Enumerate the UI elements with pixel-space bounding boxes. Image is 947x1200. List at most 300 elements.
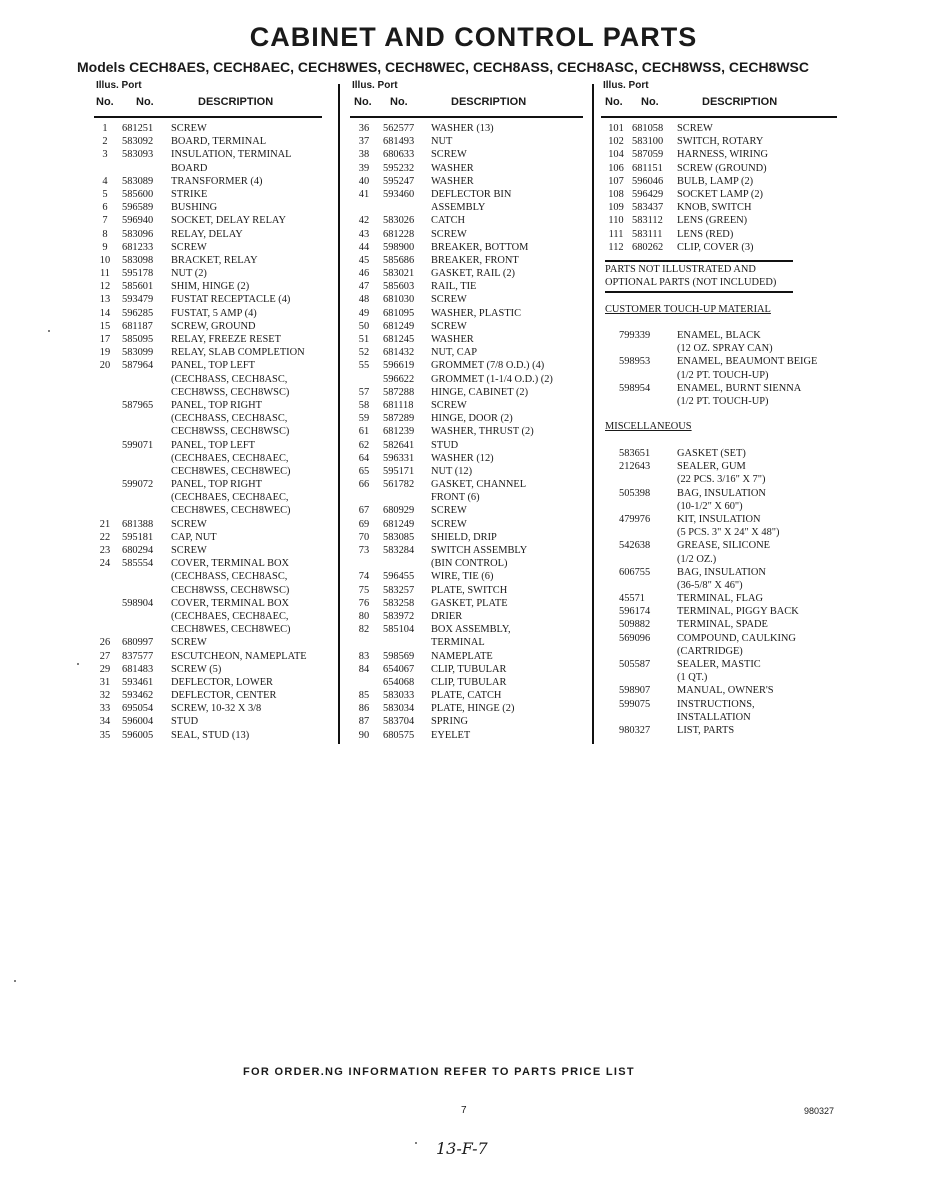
part-description: STUD <box>431 439 459 451</box>
illus-number: 35 <box>99 729 111 741</box>
document-code: 980327 <box>804 1106 835 1116</box>
page-title: CABINET AND CONTROL PARTS <box>249 22 698 52</box>
part-description: INSTALLATION <box>677 711 751 723</box>
parts-column-1 <box>94 80 322 742</box>
part-number: 583096 <box>122 228 154 240</box>
part-number: 505587 <box>619 659 651 670</box>
parts-row <box>601 658 837 671</box>
parts-row <box>350 359 583 372</box>
parts-row <box>601 228 837 241</box>
illus-number: 3 <box>102 149 108 161</box>
part-number: 654067 <box>383 663 415 675</box>
part-number: 695054 <box>122 703 154 715</box>
parts-row <box>350 425 583 438</box>
part-number: 587965 <box>122 399 154 411</box>
part-number: 596005 <box>122 729 154 741</box>
parts-row <box>350 491 583 504</box>
illus-number: 17 <box>99 334 111 345</box>
parts-row <box>350 584 583 597</box>
parts-row <box>350 162 583 175</box>
illus-number: 42 <box>358 215 370 227</box>
parts-row <box>601 684 837 697</box>
part-number: 680262 <box>632 241 664 253</box>
part-description: WASHER <box>431 175 474 187</box>
illus-number: 65 <box>358 465 370 477</box>
part-description: HINGE, DOOR (2) <box>431 413 513 425</box>
part-number: 583021 <box>383 268 415 280</box>
part-number: 598954 <box>619 382 651 394</box>
part-number: 680294 <box>122 545 154 556</box>
illus-number: 5 <box>102 188 108 200</box>
part-description: CAP, NUT <box>171 531 217 543</box>
parts-row <box>94 636 322 649</box>
parts-row <box>601 698 837 711</box>
part-description: RAIL, TIE <box>431 281 477 293</box>
section-divider <box>605 260 793 262</box>
part-description: NUT <box>431 136 453 148</box>
parts-row <box>94 254 322 267</box>
parts-row <box>350 122 583 135</box>
part-number: 596046 <box>632 175 664 187</box>
part-number: 542638 <box>619 540 651 552</box>
part-number: 595178 <box>122 268 154 280</box>
part-number: 596004 <box>122 716 154 728</box>
part-number: 583034 <box>383 703 415 715</box>
parts-row <box>94 676 322 689</box>
part-number: 799339 <box>619 330 651 341</box>
part-number: 583100 <box>632 136 664 148</box>
parts-row <box>601 395 837 408</box>
part-description: SCREW <box>431 518 467 530</box>
illus-port-label: Illus. Port <box>352 80 398 91</box>
part-number: 583098 <box>122 254 154 266</box>
part-description: PLATE, CATCH <box>431 690 502 702</box>
part-number: 583284 <box>383 545 415 556</box>
illus-number: 76 <box>358 597 370 609</box>
illus-number: 109 <box>608 202 624 214</box>
scan-speck <box>48 330 50 332</box>
parts-row <box>601 539 837 552</box>
parts-row <box>350 504 583 517</box>
parts-row <box>601 724 837 737</box>
part-description: WIRE, TIE (6) <box>431 571 494 583</box>
illus-number: 47 <box>358 281 370 293</box>
parts-row <box>350 320 583 333</box>
illus-number: 59 <box>358 413 370 425</box>
part-number: 596940 <box>122 215 154 227</box>
parts-row <box>601 447 837 460</box>
parts-row <box>350 228 583 241</box>
parts-row <box>601 671 837 684</box>
part-number: 596174 <box>619 606 651 618</box>
part-description: SCREW, 10-32 X 3/8 <box>171 703 262 715</box>
part-description: INSULATION, TERMINAL <box>171 149 292 161</box>
part-description: SCREW <box>171 123 207 134</box>
parts-row <box>94 333 322 346</box>
illus-number: 33 <box>99 703 111 715</box>
part-number: 583437 <box>632 202 664 214</box>
illus-number: 75 <box>358 584 370 596</box>
misc-heading: MISCELLANEOUS <box>605 421 692 432</box>
parts-row <box>601 605 837 618</box>
parts-row <box>350 531 583 544</box>
part-description: SEALER, MASTIC <box>677 659 761 670</box>
part-description: WASHER, THRUST (2) <box>431 426 534 438</box>
illus-number: 29 <box>99 663 111 675</box>
parts-row <box>350 610 583 623</box>
illus-number: 23 <box>99 545 111 556</box>
part-number: 593461 <box>122 676 154 688</box>
part-description: SCREW <box>171 518 207 530</box>
scan-speck <box>77 663 79 665</box>
illus-number: 106 <box>608 162 624 174</box>
parts-row <box>350 465 583 478</box>
illus-number: 37 <box>358 136 370 148</box>
illus-number: 52 <box>358 347 370 359</box>
parts-row <box>94 478 322 491</box>
part-number: 595171 <box>383 465 415 477</box>
illus-number: 12 <box>99 281 111 293</box>
illus-number: 13 <box>99 294 111 306</box>
part-description: RELAY, SLAB COMPLETION <box>171 347 305 359</box>
parts-row <box>94 570 322 583</box>
illus-number: 15 <box>99 320 111 332</box>
illus-number: 21 <box>99 518 111 530</box>
illus-number: 102 <box>608 136 624 148</box>
part-number: 837577 <box>122 650 154 662</box>
parts-row <box>350 214 583 227</box>
parts-row <box>601 460 837 473</box>
part-description: (1/2 OZ.) <box>677 553 717 565</box>
part-number: 681095 <box>383 307 415 319</box>
part-description: CECH8WSS, CECH8WSC) <box>171 426 290 438</box>
parts-row <box>94 610 322 623</box>
part-description: PANEL, TOP LEFT <box>171 439 256 451</box>
part-number: 596331 <box>383 452 415 464</box>
part-number: 587059 <box>632 149 664 161</box>
parts-row <box>94 359 322 372</box>
column-header <box>350 80 583 118</box>
illus-number: 41 <box>358 188 370 200</box>
illus-number: 101 <box>608 123 624 134</box>
illus-number: 6 <box>102 202 108 214</box>
part-description: TRANSFORMER (4) <box>171 175 263 187</box>
part-number: 585104 <box>383 624 415 636</box>
part-description: SCREW <box>431 149 467 161</box>
part-number: 596619 <box>383 360 415 372</box>
part-no-label: No. <box>641 96 659 108</box>
parts-row <box>350 386 583 399</box>
illus-number: 69 <box>358 518 370 530</box>
illus-no-label: No. <box>96 96 114 108</box>
illus-number: 4 <box>102 175 108 187</box>
illus-number: 82 <box>358 624 370 636</box>
parts-row <box>94 135 322 148</box>
part-description: ASSEMBLY <box>431 202 486 214</box>
part-number: 585601 <box>122 281 154 293</box>
part-description: CECH8WSS, CECH8WSC) <box>171 386 290 398</box>
parts-row <box>350 597 583 610</box>
part-description: (1/2 PT. TOUCH-UP) <box>677 369 769 381</box>
part-number: 595247 <box>383 175 415 187</box>
part-number: 598900 <box>383 241 415 253</box>
part-description: (CECH8AES, CECH8AEC, <box>171 492 289 504</box>
part-number: 561782 <box>383 479 415 491</box>
illus-number: 11 <box>99 268 110 280</box>
parts-row <box>601 526 837 539</box>
part-description: HARNESS, WIRING <box>677 149 769 161</box>
parts-row <box>601 122 837 135</box>
parts-row <box>350 557 583 570</box>
illus-number: 27 <box>99 650 111 662</box>
not-illustrated-line-1: PARTS NOT ILLUSTRATED AND <box>605 264 756 275</box>
parts-column-2 <box>350 80 583 742</box>
part-number: 593462 <box>122 690 154 702</box>
scan-speck <box>14 980 16 982</box>
illus-number: 50 <box>358 320 370 332</box>
illus-number: 104 <box>608 149 624 161</box>
parts-row <box>94 584 322 597</box>
illus-number: 48 <box>358 294 370 306</box>
part-description: WASHER <box>431 334 474 345</box>
part-description: HINGE, CABINET (2) <box>431 386 529 398</box>
part-number: 583111 <box>632 228 663 240</box>
part-description: SCREW <box>171 545 207 556</box>
illus-number: 84 <box>358 663 370 675</box>
parts-row <box>350 373 583 386</box>
illus-number: 58 <box>358 399 370 411</box>
touch-up-list <box>601 329 837 408</box>
part-description: (36-5/8" X 46") <box>677 579 743 591</box>
misc-list <box>601 447 837 737</box>
illus-number: 80 <box>358 610 370 622</box>
parts-row <box>94 373 322 386</box>
illus-number: 90 <box>358 729 370 741</box>
part-number: 583033 <box>383 690 415 702</box>
part-number: 583093 <box>122 149 154 161</box>
part-description: (CECH8ASS, CECH8ASC, <box>171 571 288 583</box>
part-number: 681239 <box>383 426 415 438</box>
part-description: (12 OZ. SPRAY CAN) <box>677 343 773 355</box>
part-number: 598904 <box>122 597 154 609</box>
part-description: SOCKET LAMP (2) <box>677 188 764 200</box>
part-description: DEFLECTOR BIN <box>431 188 512 200</box>
parts-row <box>350 175 583 188</box>
parts-row <box>350 333 583 346</box>
parts-row <box>350 346 583 359</box>
parts-row <box>94 689 322 702</box>
part-number: 681118 <box>383 399 414 411</box>
part-number: 596429 <box>632 188 664 200</box>
illus-number: 45 <box>358 254 370 266</box>
part-description: PANEL, TOP RIGHT <box>171 479 262 491</box>
illus-number: 74 <box>358 571 370 583</box>
touch-up-heading: CUSTOMER TOUCH-UP MATERIAL <box>605 304 771 315</box>
part-number: 583972 <box>383 610 415 622</box>
part-number: 583704 <box>383 716 415 728</box>
part-description: NUT (2) <box>171 268 207 280</box>
illus-number: 19 <box>99 347 111 359</box>
part-number: 505398 <box>619 487 651 499</box>
parts-row <box>601 214 837 227</box>
part-number: 479976 <box>619 513 651 525</box>
part-description: INSTRUCTIONS, <box>677 698 755 710</box>
part-description: DEFLECTOR, CENTER <box>171 690 277 702</box>
part-number: 599075 <box>619 698 651 710</box>
illus-number: 36 <box>358 123 370 134</box>
part-no-label: No. <box>136 96 154 108</box>
parts-row <box>350 201 583 214</box>
part-description: RELAY, FREEZE RESET <box>171 334 281 345</box>
parts-row <box>601 175 837 188</box>
parts-row <box>94 544 322 557</box>
parts-list <box>601 122 837 254</box>
part-number: 583258 <box>383 597 415 609</box>
not-illustrated-line-2: OPTIONAL PARTS (NOT INCLUDED) <box>605 277 777 288</box>
part-number: 680575 <box>383 729 415 741</box>
illus-number: 112 <box>608 241 624 253</box>
part-description: BRACKET, RELAY <box>171 254 258 266</box>
part-description: FUSTAT, 5 AMP (4) <box>171 307 257 319</box>
parts-row <box>350 689 583 702</box>
part-number: 598953 <box>619 356 651 368</box>
parts-row <box>350 518 583 531</box>
parts-list <box>94 122 322 742</box>
parts-row <box>350 280 583 293</box>
part-description: CECH8WES, CECH8WEC) <box>171 624 291 636</box>
illus-number: 24 <box>99 558 111 570</box>
part-description: PANEL, TOP RIGHT <box>171 399 262 411</box>
parts-row <box>94 346 322 359</box>
part-description: CLIP, COVER (3) <box>677 241 754 253</box>
parts-row <box>350 663 583 676</box>
part-number: 681228 <box>383 228 415 240</box>
part-description: NUT (12) <box>431 465 473 477</box>
part-number: 681233 <box>122 241 154 253</box>
part-number: 45571 <box>619 593 645 605</box>
parts-row <box>94 201 322 214</box>
parts-row <box>94 280 322 293</box>
part-description: (CECH8AES, CECH8AEC, <box>171 452 289 464</box>
part-number: 681483 <box>122 663 154 675</box>
part-description: (CECH8AES, CECH8AEC, <box>171 610 289 622</box>
part-description: BAG, INSULATION <box>677 487 766 499</box>
parts-row <box>350 729 583 742</box>
parts-row <box>350 148 583 161</box>
part-description: SCREW <box>171 241 207 253</box>
parts-row <box>350 399 583 412</box>
part-description: BOARD <box>171 162 208 174</box>
part-description: (BIN CONTROL) <box>431 558 508 570</box>
part-description: GASKET, CHANNEL <box>431 479 527 491</box>
part-number: 680929 <box>383 505 415 517</box>
part-number: 680997 <box>122 637 154 649</box>
part-number: 583651 <box>619 448 651 459</box>
part-description: BAG, INSULATION <box>677 566 766 578</box>
illus-number: 31 <box>99 676 111 688</box>
part-number: 681187 <box>122 320 153 332</box>
part-description: (10-1/2" X 60") <box>677 500 743 512</box>
part-description: BREAKER, BOTTOM <box>431 241 529 253</box>
parts-row <box>94 214 322 227</box>
parts-row <box>94 399 322 412</box>
description-label: DESCRIPTION <box>198 96 274 108</box>
part-description: GROMMET (7/8 O.D.) (4) <box>431 360 545 372</box>
part-description: SCREW, GROUND <box>171 320 256 332</box>
part-description: SCREW (5) <box>171 663 222 675</box>
illus-number: 107 <box>608 175 624 187</box>
part-description: (CECH8ASS, CECH8ASC, <box>171 373 288 385</box>
part-number: 654068 <box>383 676 415 688</box>
part-number: 681251 <box>122 123 154 134</box>
parts-row <box>350 702 583 715</box>
part-description: SCREW <box>431 294 467 306</box>
part-description: TERMINAL <box>431 637 485 649</box>
parts-row <box>94 531 322 544</box>
part-number: 598569 <box>383 650 415 662</box>
parts-row <box>350 267 583 280</box>
part-description: SOCKET, DELAY RELAY <box>171 215 286 227</box>
parts-list <box>350 122 583 742</box>
illus-number: 111 <box>608 228 624 240</box>
part-description: STRIKE <box>171 188 208 200</box>
part-number: 583099 <box>122 347 154 359</box>
illus-number: 9 <box>102 241 108 253</box>
parts-row <box>601 592 837 605</box>
part-description: (1/2 PT. TOUCH-UP) <box>677 395 769 407</box>
column-rule <box>338 84 340 744</box>
parts-row <box>601 553 837 566</box>
parts-column-3 <box>601 80 837 736</box>
part-description: WASHER, PLASTIC <box>431 307 522 319</box>
part-description: WASHER <box>431 162 474 174</box>
part-number: 509882 <box>619 619 651 631</box>
part-number: 593479 <box>122 294 154 306</box>
parts-row <box>601 148 837 161</box>
parts-row <box>94 597 322 610</box>
illus-number: 2 <box>102 136 108 148</box>
illus-number: 87 <box>358 716 370 728</box>
part-description: GROMMET (1-1/4 O.D.) (2) <box>431 373 553 385</box>
part-description: GREASE, SILICONE <box>677 540 770 552</box>
part-description: TERMINAL, FLAG <box>677 593 764 605</box>
part-number: 595232 <box>383 162 415 174</box>
part-description: (5 PCS. 3" X 24" X 48") <box>677 527 780 539</box>
part-description: CLIP, TUBULAR <box>431 676 507 688</box>
part-description: PLATE, HINGE (2) <box>431 703 515 715</box>
scan-speck <box>415 1142 417 1144</box>
illus-number: 7 <box>102 215 108 227</box>
parts-row <box>601 618 837 631</box>
illus-number: 64 <box>358 452 370 464</box>
part-number: 585686 <box>383 254 415 266</box>
illus-number: 1 <box>102 123 108 134</box>
parts-row <box>601 369 837 382</box>
part-description: DEFLECTOR, LOWER <box>171 676 273 688</box>
part-number: 583257 <box>383 584 415 596</box>
part-description: PANEL, TOP LEFT <box>171 360 256 372</box>
page-number: 7 <box>461 1105 467 1116</box>
illus-number: 51 <box>358 334 370 345</box>
parts-row <box>94 175 322 188</box>
part-description: WASHER (12) <box>431 452 494 464</box>
illus-number: 10 <box>99 254 111 266</box>
parts-row <box>94 386 322 399</box>
parts-row <box>94 320 322 333</box>
parts-row <box>94 241 322 254</box>
parts-row <box>601 711 837 724</box>
part-description: (22 PCS. 3/16" X 7") <box>677 474 766 486</box>
